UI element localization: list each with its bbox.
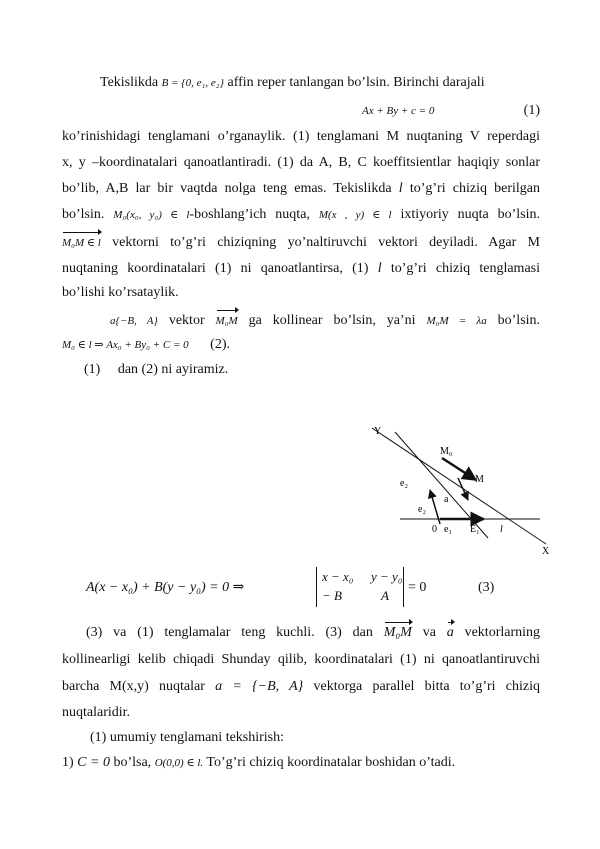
det-cell-11: x − x₀ bbox=[322, 569, 354, 584]
det-cell-12: y − y₀ bbox=[371, 569, 403, 584]
equation-3-lhs: A(x − x₀) + B(y − y₀) = 0 ⇒ bbox=[86, 580, 245, 595]
label-a: a bbox=[444, 494, 449, 505]
text: barcha M(x,y) nuqtalar bbox=[62, 679, 205, 694]
determinant bbox=[316, 567, 404, 607]
vector-a-formula: a = {−B, A} bbox=[215, 679, 304, 694]
line-18: (1) umumiy tenglamani tekshirish: bbox=[90, 730, 285, 745]
text: va bbox=[422, 625, 436, 640]
formula-m: M(x , y) ∈ l bbox=[318, 209, 392, 221]
equation-2-formula: M₀ ∈ l ⇒ Ax₀ + By₀ + C = 0 bbox=[62, 339, 189, 351]
det-cell-22: A bbox=[381, 588, 389, 603]
line-8 bbox=[62, 259, 540, 279]
vector-a: a bbox=[447, 623, 454, 643]
equation-3-rhs: = 0 bbox=[408, 580, 427, 595]
label-M0: M₀ bbox=[440, 446, 453, 457]
label-Y: Y bbox=[374, 426, 382, 437]
vector-m0m-arrow bbox=[442, 458, 476, 480]
text: ga kollinear bo’lsin, ya’ni bbox=[248, 313, 416, 328]
label-e1: e₁ bbox=[444, 524, 452, 535]
collinear-formula: M₀M = λa bbox=[426, 315, 487, 327]
label-e2bar: e₂ bbox=[400, 478, 408, 489]
line-3: ko’rinishidagi tenglamani o’rganaylik. (1) tenglamani M nuqtaning V reperdagi bbox=[62, 129, 540, 144]
line-1 bbox=[100, 73, 540, 93]
reper-formula: B = {0, e₁, e₂} bbox=[161, 77, 224, 89]
label-e2: e₂ bbox=[418, 504, 426, 515]
label-E1: E₁ bbox=[470, 524, 480, 535]
vector-m0m: M₀M ∈ l bbox=[62, 233, 101, 253]
x-axis-line bbox=[372, 428, 546, 544]
text: bo’lib, A,B lar bir vaqtda nolga teng emas. Tekislikda bbox=[62, 181, 392, 196]
vector-m0m: M₀M bbox=[216, 311, 238, 331]
text: dan (2) ni ayiramiz. bbox=[117, 362, 229, 377]
line-12 bbox=[84, 360, 562, 380]
line-16 bbox=[62, 677, 540, 697]
text: Tekislikda bbox=[100, 75, 159, 90]
text: nuqtaning koordinatalari (1) ni qanoatlantirsa, (1) bbox=[62, 261, 369, 276]
vector-a: a{−B, A} bbox=[110, 315, 158, 327]
line-9: bo’lishi ko’rsataylik. bbox=[62, 285, 179, 300]
label-l: l bbox=[500, 524, 503, 535]
equation-1-number: (1) bbox=[523, 103, 540, 118]
formula-origin: O(0,0) ∈ l. bbox=[154, 757, 204, 769]
line-symbol: l bbox=[398, 181, 403, 196]
text: bo’lsin. bbox=[62, 207, 105, 222]
label-X: X bbox=[542, 546, 550, 557]
equation-2-number: (2). bbox=[210, 337, 230, 352]
label-M: M bbox=[475, 474, 484, 485]
line-10 bbox=[110, 311, 540, 331]
text: bo’lsin. bbox=[497, 313, 541, 328]
text: affin reper tanlangan bo’lsin. Birinchi darajali bbox=[227, 75, 485, 90]
equation-3 bbox=[86, 567, 540, 609]
vector-m0m: M₀M bbox=[384, 623, 412, 643]
det-cell-21: − B bbox=[322, 588, 342, 603]
line-7 bbox=[62, 233, 540, 253]
vector-arrow-2 bbox=[458, 478, 468, 500]
line-15: kollinearligi kelib chiqadi Shunday qilib, koordinatalari (1) ni qanoatlantiruvchi bbox=[62, 652, 540, 667]
line-11 bbox=[62, 335, 540, 355]
text: vektorlarning bbox=[464, 625, 541, 640]
text: bo’lsa, bbox=[113, 755, 152, 770]
text: -boshlang’ich nuqta, bbox=[189, 207, 310, 222]
ref-number: (1) bbox=[84, 362, 101, 377]
label-origin: 0 bbox=[432, 524, 437, 535]
equation-3-number: (3) bbox=[478, 580, 495, 595]
text: 1) bbox=[62, 755, 74, 770]
text: vektorga parallel bitta to’g’ri chiziq bbox=[313, 679, 540, 694]
line-symbol: l bbox=[377, 261, 382, 276]
line-17: nuqtalaridir. bbox=[62, 705, 131, 720]
line-6 bbox=[62, 205, 540, 225]
text: To’g’ri chiziq koordinatalar boshidan o’tadi. bbox=[206, 755, 456, 770]
text: to’g’ri chiziq tenglamasi bbox=[390, 261, 540, 276]
formula-c: C = 0 bbox=[77, 755, 110, 770]
equation-1-formula: Ax + By + c = 0 bbox=[362, 105, 435, 117]
line-14 bbox=[86, 623, 540, 643]
text: vektor bbox=[168, 313, 205, 328]
text: (3) va (1) tenglamalar teng kuchli. (3) dan bbox=[86, 625, 373, 640]
formula-m0: M₀(x₀, y₀) ∈ l bbox=[113, 209, 190, 221]
text: ixtiyoriy nuqta bo’lsin. bbox=[400, 207, 541, 222]
line-5 bbox=[62, 179, 540, 199]
line-4: x, y –koordinatalari qanoatlantiradi. (1) da A, B, C koeffitsientlar haqiqiy sonlar bbox=[62, 155, 540, 170]
geometry-figure bbox=[360, 420, 560, 560]
text: vektorni to’g’ri chiziqning yo’naltiruvchi vektori deyiladi. Agar M bbox=[112, 235, 541, 250]
text: to’g’ri chiziq berilgan bbox=[409, 181, 541, 196]
line-19 bbox=[62, 753, 540, 773]
